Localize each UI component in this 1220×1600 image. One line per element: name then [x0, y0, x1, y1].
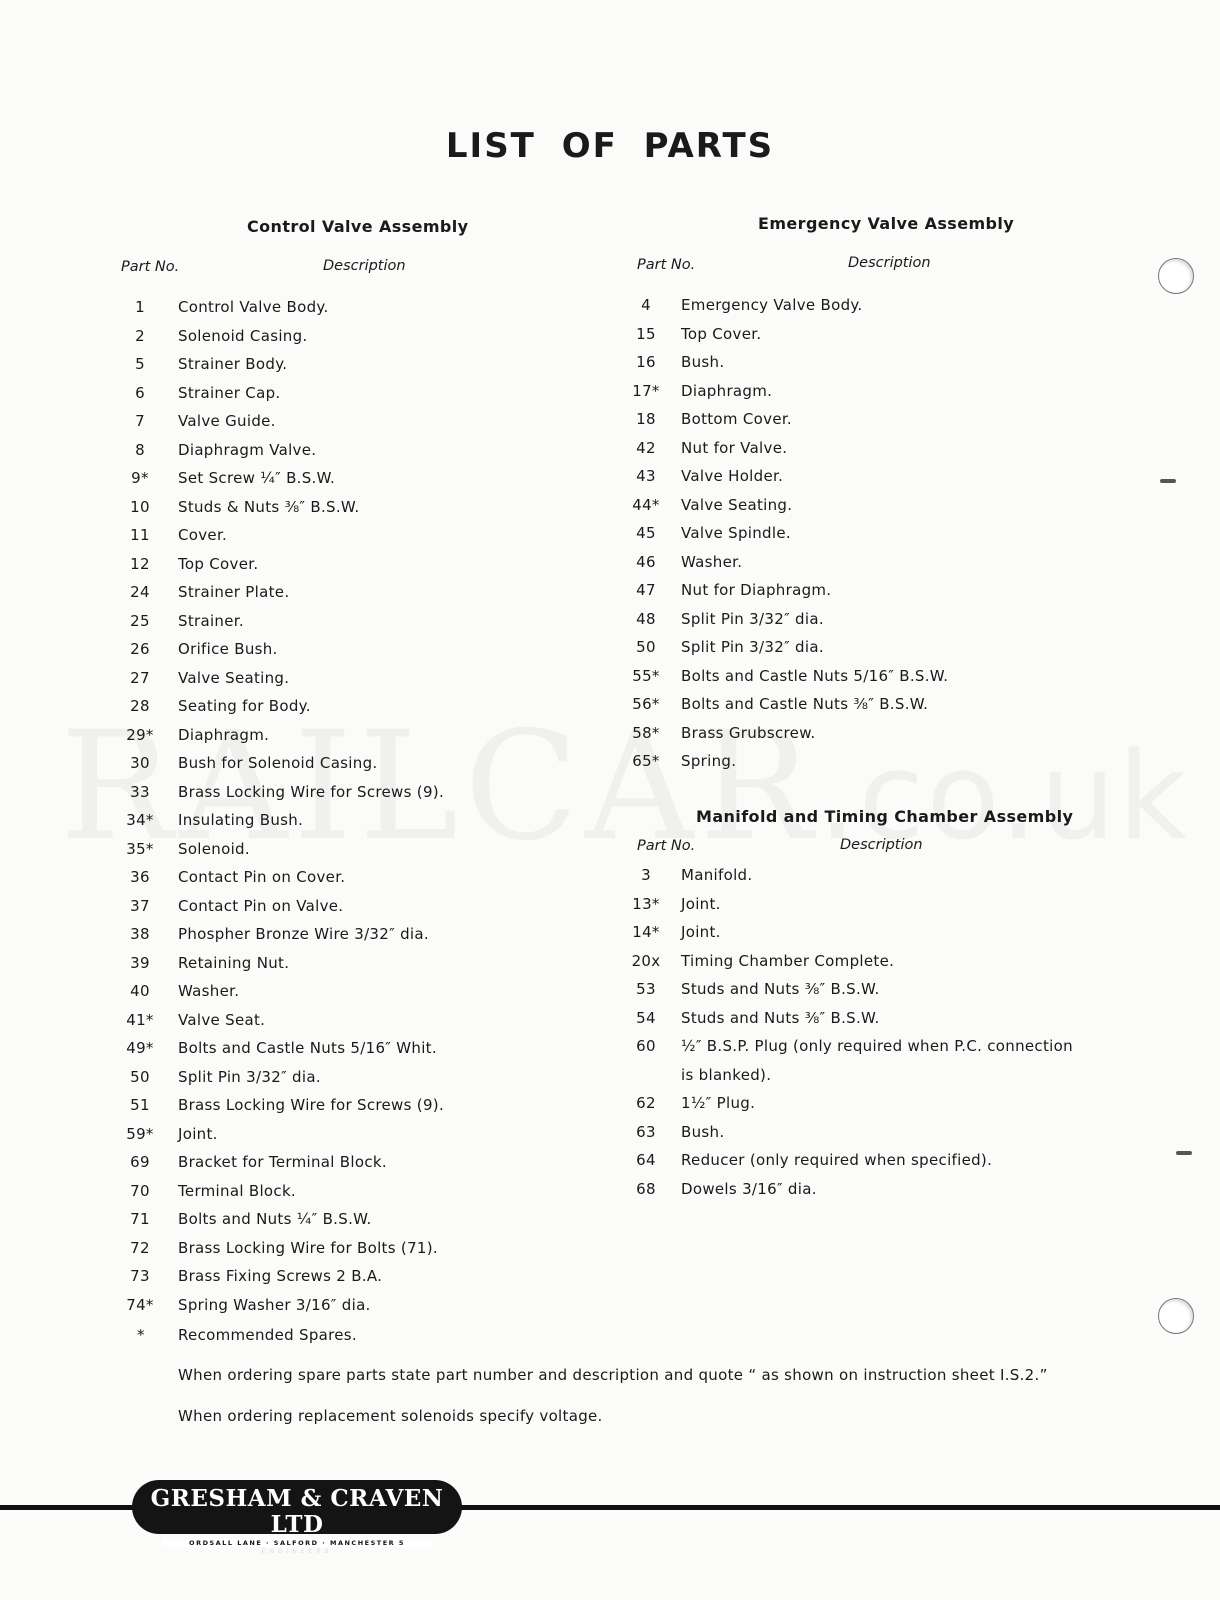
part-description: Valve Seating.: [681, 495, 793, 514]
part-description: Control Valve Body.: [178, 298, 329, 316]
part-number: 55*: [632, 666, 660, 685]
part-description: Solenoid Casing.: [178, 326, 308, 345]
manifold-col-part-no: Part No.: [637, 838, 696, 854]
part-number: 16: [636, 353, 656, 371]
part-description: is blanked).: [681, 1065, 772, 1084]
part-number: 69: [130, 1153, 150, 1171]
part-description: Contact Pin on Valve.: [178, 896, 344, 915]
part-description: Spring Washer 3/16″ dia.: [178, 1295, 371, 1314]
logo-address: ORDSALL LANE · SALFORD · MANCHESTER 5: [162, 1539, 432, 1547]
part-description: Bolts and Castle Nuts 5/16″ B.S.W.: [681, 666, 949, 685]
binder-mark: [1160, 479, 1176, 483]
manifold-col-description: Description: [840, 837, 923, 853]
emergency-col-description: Description: [848, 255, 931, 271]
part-number: 48: [636, 609, 656, 628]
part-number: 46: [636, 552, 656, 571]
part-description: Diaphragm Valve.: [178, 440, 317, 459]
part-description: Strainer Body.: [178, 355, 288, 373]
part-number: 8: [135, 440, 145, 459]
part-description: Joint.: [681, 894, 721, 913]
part-description: Bush for Solenoid Casing.: [178, 754, 378, 772]
part-description: Split Pin 3/32″ dia.: [178, 1067, 321, 1086]
part-description: 1½″ Plug.: [681, 1094, 756, 1112]
part-number: 47: [636, 581, 656, 599]
part-number: 11: [130, 526, 150, 544]
part-number: 36: [130, 868, 150, 886]
part-number: 50: [130, 1067, 150, 1086]
control-col-part-no: Part No.: [121, 259, 180, 275]
part-description: Bolts and Castle Nuts 5/16″ Whit.: [178, 1039, 437, 1057]
part-number: 44*: [632, 495, 660, 514]
part-number: 13*: [632, 894, 660, 913]
part-description: Bush.: [681, 353, 725, 371]
spares-note: Recommended Spares.: [178, 1326, 357, 1344]
part-description: Washer.: [681, 552, 743, 571]
part-number: 63: [636, 1122, 656, 1141]
part-number: 5: [135, 355, 145, 373]
part-description: Top Cover.: [178, 554, 259, 573]
part-number: 26: [130, 640, 150, 658]
part-number: 41*: [126, 1010, 154, 1029]
part-number: 59*: [126, 1124, 154, 1143]
binder-mark: [1176, 1151, 1192, 1155]
part-number: 4: [641, 296, 651, 314]
part-description: Valve Spindle.: [681, 524, 791, 542]
part-number: 6: [135, 383, 145, 402]
part-description: Emergency Valve Body.: [681, 296, 863, 314]
logo-tagline: ENGINEERS: [261, 1548, 333, 1555]
part-number: 43: [636, 467, 656, 485]
part-description: Cover.: [178, 526, 228, 544]
part-number: 65*: [632, 752, 660, 770]
part-description: Insulating Bush.: [178, 811, 304, 829]
part-number: 37: [130, 896, 150, 915]
part-number: 45: [636, 524, 656, 542]
part-number: 53: [636, 980, 656, 998]
part-description: Brass Fixing Screws 2 B.A.: [178, 1267, 383, 1285]
part-description: Retaining Nut.: [178, 953, 290, 972]
part-description: Solenoid.: [178, 839, 250, 858]
part-description: Nut for Diaphragm.: [681, 581, 832, 599]
part-number: 29*: [126, 725, 154, 744]
part-description: Nut for Valve.: [681, 438, 788, 457]
emergency-col-part-no: Part No.: [637, 257, 696, 273]
part-description: Diaphragm.: [178, 725, 270, 744]
part-description: Valve Guide.: [178, 412, 276, 430]
part-description: Split Pin 3/32″ dia.: [681, 609, 824, 628]
part-number: 51: [130, 1096, 150, 1114]
part-description: Strainer Plate.: [178, 583, 290, 601]
page-title: LIST OF PARTS: [445, 126, 775, 166]
part-number: 74*: [126, 1295, 154, 1314]
ordering-parts-note: When ordering spare parts state part number and description and quote “ as shown on instruction sheet I.S.2.”: [178, 1366, 1048, 1384]
part-description: Studs & Nuts ⅜″ B.S.W.: [178, 497, 360, 516]
part-number: 71: [130, 1210, 150, 1228]
part-number: 15: [636, 324, 656, 343]
part-number: 27: [130, 668, 150, 687]
logo-company-name: GRESHAM & CRAVEN LTD: [150, 1485, 444, 1538]
part-number: 24: [130, 583, 150, 601]
part-description: Reducer (only required when specified).: [681, 1151, 993, 1169]
part-description: Studs and Nuts ⅜″ B.S.W.: [681, 1008, 880, 1027]
part-number: 14*: [632, 923, 660, 941]
part-description: Brass Locking Wire for Screws (9).: [178, 1096, 445, 1114]
part-description: ½″ B.S.P. Plug (only required when P.C. connection: [681, 1037, 1073, 1055]
part-description: Bolts and Nuts ¼″ B.S.W.: [178, 1210, 372, 1228]
part-number: 73: [130, 1267, 150, 1285]
ordering-solenoids-note: When ordering replacement solenoids specify voltage.: [178, 1407, 603, 1425]
part-number: 38: [130, 925, 150, 943]
part-number: 35*: [126, 839, 154, 858]
part-number: 3: [641, 866, 651, 884]
part-description: Set Screw ¼″ B.S.W.: [178, 469, 336, 487]
part-description: Brass Locking Wire for Bolts (71).: [178, 1238, 438, 1257]
part-number: 70: [130, 1181, 150, 1200]
part-number: 20x: [631, 951, 661, 970]
part-number: 33: [130, 782, 150, 801]
part-number: 62: [636, 1094, 656, 1112]
part-description: Studs and Nuts ⅜″ B.S.W.: [681, 980, 880, 998]
part-number: 56*: [632, 695, 660, 713]
part-number: 17*: [632, 381, 660, 400]
control-valve-heading: Control Valve Assembly: [247, 217, 469, 236]
part-description: Washer.: [178, 982, 240, 1000]
part-number: 7: [135, 412, 145, 430]
part-description: Dowels 3/16″ dia.: [681, 1179, 817, 1198]
part-description: Diaphragm.: [681, 381, 773, 400]
part-description: Strainer Cap.: [178, 383, 281, 402]
part-number: 18: [636, 410, 656, 428]
part-description: Valve Seat.: [178, 1010, 266, 1029]
part-description: Bracket for Terminal Block.: [178, 1153, 387, 1171]
part-description: Joint.: [681, 923, 721, 941]
part-description: Top Cover.: [681, 324, 762, 343]
part-number: 1: [135, 298, 145, 316]
part-number: 42: [636, 438, 656, 457]
part-description: Strainer.: [178, 611, 244, 630]
part-description: Seating for Body.: [178, 697, 311, 715]
part-description: Valve Holder.: [681, 467, 784, 485]
part-number: 60: [636, 1037, 656, 1055]
part-description: Spring.: [681, 752, 737, 770]
part-description: Orifice Bush.: [178, 640, 278, 658]
part-number: 28: [130, 697, 150, 715]
company-logo: [132, 1480, 462, 1555]
part-description: Brass Grubscrew.: [681, 723, 816, 742]
part-number: 9*: [131, 469, 149, 487]
part-number: 49*: [126, 1039, 154, 1057]
part-number: 25: [130, 611, 150, 630]
part-description: Valve Seating.: [178, 668, 290, 687]
part-description: Terminal Block.: [178, 1181, 296, 1200]
part-number: 58*: [632, 723, 660, 742]
part-number: 30: [130, 754, 150, 772]
part-description: Bottom Cover.: [681, 410, 793, 428]
part-description: Phospher Bronze Wire 3/32″ dia.: [178, 925, 429, 943]
part-number: 68: [636, 1179, 656, 1198]
emergency-valve-heading: Emergency Valve Assembly: [758, 214, 1015, 233]
part-number: 40: [130, 982, 150, 1000]
part-number: 64: [636, 1151, 656, 1169]
part-number: 2: [135, 326, 145, 345]
part-description: Manifold.: [681, 866, 753, 884]
part-number: 54: [636, 1008, 656, 1027]
spares-mark: *: [137, 1326, 145, 1344]
control-col-description: Description: [323, 258, 406, 274]
part-number: 72: [130, 1238, 150, 1257]
part-description: Brass Locking Wire for Screws (9).: [178, 782, 445, 801]
part-description: Timing Chamber Complete.: [681, 951, 895, 970]
part-description: Bolts and Castle Nuts ⅜″ B.S.W.: [681, 695, 929, 713]
part-description: Bush.: [681, 1122, 725, 1141]
part-description: Split Pin 3/32″ dia.: [681, 638, 824, 656]
part-number: 12: [130, 554, 150, 573]
manifold-heading: Manifold and Timing Chamber Assembly: [696, 807, 1074, 826]
punch-hole-top: [1158, 258, 1194, 294]
punch-hole-bottom: [1158, 1298, 1194, 1334]
part-number: 39: [130, 953, 150, 972]
part-number: 34*: [126, 811, 154, 829]
part-description: Contact Pin on Cover.: [178, 868, 346, 886]
part-number: 10: [130, 497, 150, 516]
part-number: 50: [636, 638, 656, 656]
part-description: Joint.: [178, 1124, 218, 1143]
